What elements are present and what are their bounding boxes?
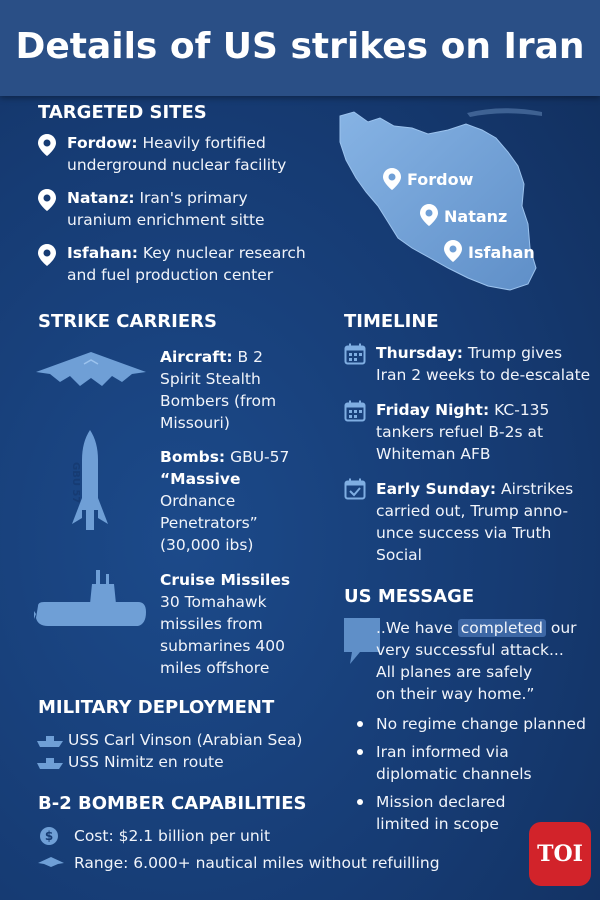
bullet-item: Mission declared limited in scope: [376, 793, 506, 833]
bomb-marking: GBU 57: [70, 462, 81, 504]
iran-map: [332, 108, 542, 296]
site-fordow: Fordow: Heavily fortified underground nuclear facility: [67, 134, 287, 174]
bullet-item: Iran informed via diplomatic channels: [376, 743, 532, 783]
strike-carriers-heading: STRIKE CARRIERS: [38, 311, 217, 332]
ship-icon: [36, 734, 64, 748]
us-message-quote: ..We have completed our very successful attack... All planes are safely on their way home.”: [376, 619, 577, 703]
map-pin-icon: [38, 244, 56, 266]
toi-logo: TOI: [529, 822, 591, 886]
map-pin-icon: [444, 240, 462, 262]
map-label-natanz: Natanz: [444, 207, 508, 226]
submarine-icon: [34, 568, 146, 634]
bomber-small-icon: [38, 857, 64, 867]
ship-icon: [36, 756, 64, 770]
military-deployment-heading: MILITARY DEPLOYMENT: [38, 697, 275, 718]
us-message-heading: US MESSAGE: [344, 586, 475, 607]
map-pin-icon: [38, 134, 56, 156]
carrier-bombs: Bombs: GBU-57 “Massive Ordnance Penetrators” (30,000 ibs): [160, 448, 290, 554]
timeline-friday: Friday Night: KC-135 tankers refuel B-2s at Whiteman AFB: [376, 401, 550, 463]
dollar-icon: $: [40, 827, 58, 845]
bullet-dot: [357, 749, 363, 755]
b2-cost: Cost: $2.1 billion per unit: [74, 827, 271, 845]
bullet-dot: [357, 799, 363, 805]
calendar-icon: [344, 343, 366, 365]
timeline-thursday: Thursday: Trump gives Iran 2 weeks to de-escalate: [376, 344, 591, 384]
site-isfahan: Isfahan: Key nuclear research and fuel production center: [67, 244, 306, 284]
deployment-carl-vinson: USS Carl Vinson (Arabian Sea): [68, 731, 303, 749]
stealth-bomber-icon: [34, 350, 148, 392]
bullet-item: No regime change planned: [376, 715, 586, 733]
map-pin-icon: [420, 204, 438, 226]
page-title: Details of US strikes on Iran: [15, 26, 585, 67]
b2-capabilities-heading: B-2 BOMBER CAPABILITIES: [38, 793, 307, 814]
targeted-sites-heading: TARGETED SITES: [38, 102, 207, 123]
calendar-check-icon: [344, 478, 366, 500]
bullet-dot: [357, 721, 363, 727]
map-pin-icon: [38, 189, 56, 211]
map-label-isfahan: Isfahan: [468, 243, 535, 262]
site-natanz: Natanz: Iran's primary uranium enrichment sitte: [67, 189, 265, 229]
b2-range: Range: 6.000+ nautical miles without refuilling: [74, 854, 440, 872]
timeline-sunday: Early Sunday: Airstrikes carried out, Trump anno- unce success via Truth Social: [376, 480, 574, 564]
carrier-missiles: Cruise Missiles 30 Tomahawk missiles from submarines 400 miles offshore: [160, 571, 291, 677]
timeline-heading: TIMELINE: [344, 311, 439, 332]
deployment-nimitz: USS Nimitz en route: [68, 753, 224, 771]
map-label-fordow: Fordow: [407, 170, 474, 189]
carrier-aircraft: Aircraft: B 2 Spirit Stealth Bombers (from Missouri): [160, 348, 277, 432]
calendar-icon: [344, 400, 366, 422]
map-pin-icon: [383, 168, 401, 190]
